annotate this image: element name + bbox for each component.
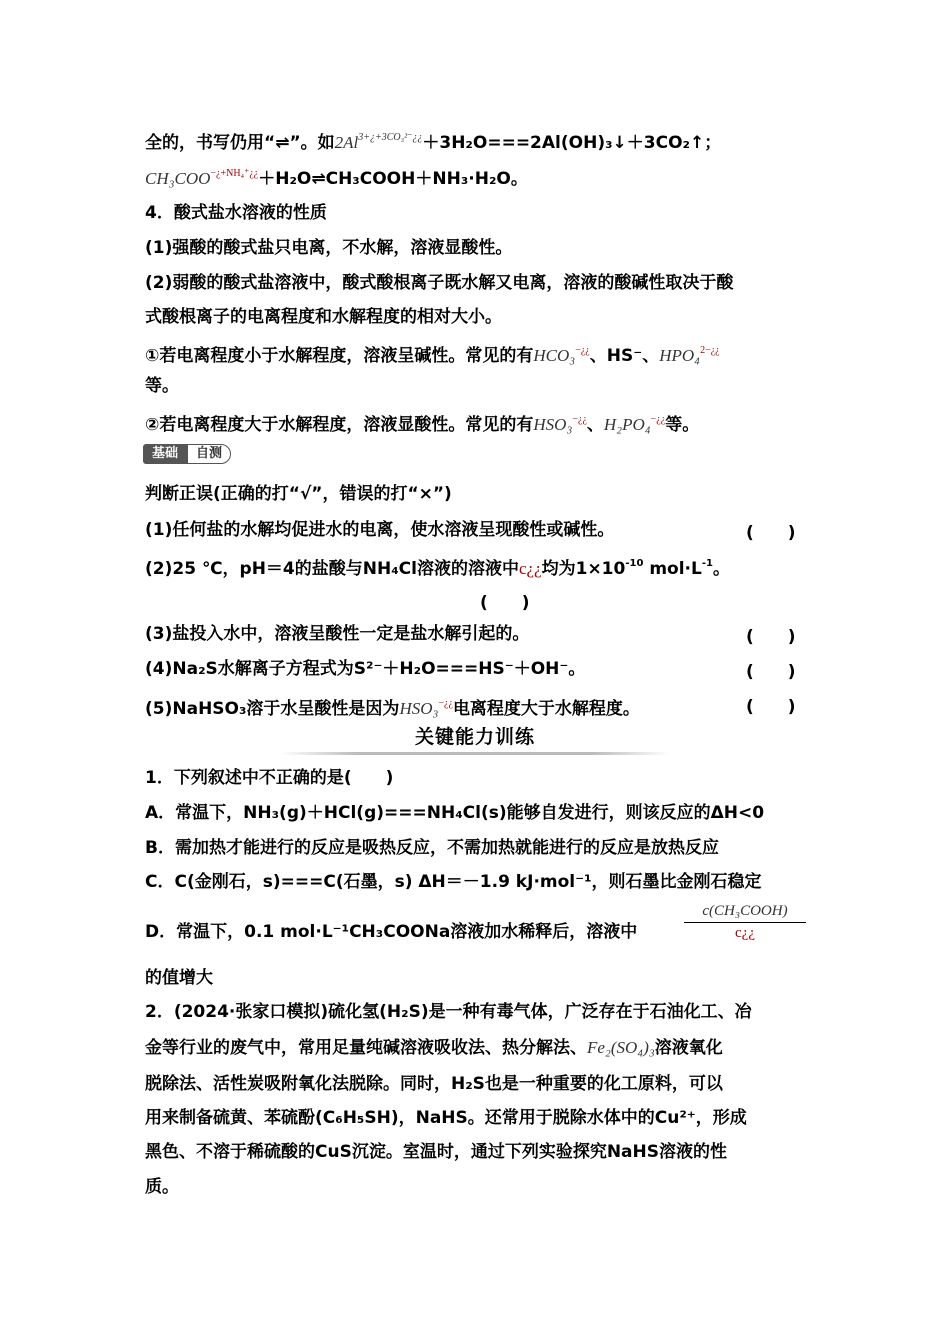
text-line: (1)强酸的酸式盐只电离，不水解，溶液显酸性。 xyxy=(145,238,513,258)
question-stem: 1．下列叙述中不正确的是( ) xyxy=(145,768,394,788)
judge-title: 判断正误(正确的打“√”，错误的打“×”) xyxy=(145,484,452,504)
text: ＋3H₂O===2Al(OH)₃↓＋3CO₂↑； xyxy=(422,133,722,153)
q2-line: 金等行业的废气中，常用足量纯碱溶液吸收法、热分解法、Fe₂(SO₄)₃溶液氧化 xyxy=(145,1038,723,1058)
judge-q3: (3)盐投入水中，溶液呈酸性一定是盐水解引起的。 xyxy=(145,624,530,644)
text-line: 等。 xyxy=(145,376,179,396)
formula-hso3: HSO₃−¿¿ xyxy=(399,698,453,718)
text: ”。如 xyxy=(289,133,335,153)
equilibrium-arrow: ⇌ xyxy=(275,133,290,153)
answer-paren: ( ) xyxy=(746,662,796,682)
answer-paren: ( ) xyxy=(746,523,796,543)
text-line: (2)弱酸的酸式盐溶液中，酸式酸根离子既水解又电离，溶液的酸碱性取决于酸 xyxy=(145,273,734,293)
fraction xyxy=(684,903,806,942)
answer-paren: ( ) xyxy=(480,593,530,613)
q2-line: 黑色、不溶于稀硫酸的CuS沉淀。室温时，通过下列实验探究NaHS溶液的性 xyxy=(145,1142,727,1162)
judge-q1: (1)任何盐的水解均促进水的电离，使水溶液呈现酸性或碱性。 xyxy=(145,520,615,540)
option-d: D．常温下，0.1 mol·L⁻¹CH₃COONa溶液加水稀释后，溶液中 xyxy=(145,922,638,942)
badge-right: 自测 xyxy=(187,444,231,464)
text: ＋H₂O⇌CH₃COOH＋NH₃·H₂O。 xyxy=(258,169,528,189)
text-line xyxy=(145,162,528,191)
judge-q2: (2)25 ℃，pH＝4的盐酸与NH₄Cl溶液的溶液中c¿¿均为$1\times 10^{-10}$ $mol\cdot L^{-1}$。 xyxy=(145,558,730,579)
option-d-tail: 的值增大 xyxy=(145,968,213,988)
formula-c: c¿¿ xyxy=(518,559,542,578)
section-header xyxy=(280,722,670,756)
judge-q5: (5)NaHSO₃溶于水呈酸性是因为HSO₃−¿¿电离程度大于水解程度。 xyxy=(145,698,640,719)
q2-line: 脱除法、活性炭吸附氧化法脱除。同时，H₂S也是一种重要的化工原料，可以 xyxy=(145,1074,723,1094)
basic-self-test-badge xyxy=(143,442,231,466)
answer-paren: ( ) xyxy=(746,697,796,717)
section-title: 关键能力训练 xyxy=(414,726,535,748)
formula-hso3: HSO₃−¿¿ xyxy=(533,414,587,434)
section-underline xyxy=(280,752,670,755)
judge-q4: (4)Na₂S水解离子方程式为S²⁻＋H₂O===HS⁻＋OH⁻。 xyxy=(145,659,586,679)
answer-paren: ( ) xyxy=(746,627,796,647)
text-line xyxy=(145,126,721,155)
option-a: A．常温下，NH₃(g)＋HCl(g)===NH₄Cl(s)能够自发进行，则该反应的ΔH<0 xyxy=(145,803,765,823)
text: 全的，书写仍用“ xyxy=(145,133,276,153)
q2-line: 2．(2024·张家口模拟)硫化氢(H₂S)是一种有毒气体，广泛存在于石油化工、冶 xyxy=(145,1002,752,1022)
option-c: C．C(金刚石，s)===C(石墨，s) ΔH＝－1.9 kJ·mol⁻¹，则石墨比金刚石稳定 xyxy=(145,872,762,892)
badge-left: 基础 xyxy=(143,444,187,464)
formula-hco3: HCO₃−¿¿ xyxy=(533,345,590,365)
formula-h2po4: H₂PO₄−¿¿ xyxy=(603,414,666,434)
q2-line: 质。 xyxy=(145,1177,179,1197)
option-b: B．需加热才能进行的反应是吸热反应，不需加热就能进行的反应是放热反应 xyxy=(145,838,719,858)
fraction-bar xyxy=(684,922,806,923)
formula-hpo4: HPO₄$^{2-¿¿}$ xyxy=(659,345,720,365)
heading-4: 4．酸式盐水溶液的性质 xyxy=(145,203,327,223)
fraction-denominator: c¿¿ xyxy=(735,925,755,941)
fraction-numerator: c(CH₃COOH) xyxy=(702,903,788,919)
q2-line: 用来制备硫黄、苯硫酚(C₆H₅SH)，NaHS。还常用于脱除水体中的Cu²⁺，形成 xyxy=(145,1108,747,1128)
formula-fe2so4: Fe₂(SO₄)₃ xyxy=(587,1038,655,1057)
formula-al: $2Al^{3+¿+3CO_3^{2-}¿¿}$ xyxy=(334,132,423,152)
text-line: ②若电离程度大于水解程度，溶液显酸性。常见的有HSO₃−¿¿、H₂PO₄−¿¿等。 xyxy=(145,414,700,435)
formula-ch3coo: $CH_3COO^{-¿+NH_4^+¿¿}$ xyxy=(145,168,259,188)
text-line: 式酸根离子的电离程度和水解程度的相对大小。 xyxy=(145,307,502,327)
text-line: ①若电离程度小于水解程度，溶液呈碱性。常见的有HCO₃−¿¿、HS⁻、HPO₄$^{2-¿¿}$ xyxy=(145,345,720,366)
